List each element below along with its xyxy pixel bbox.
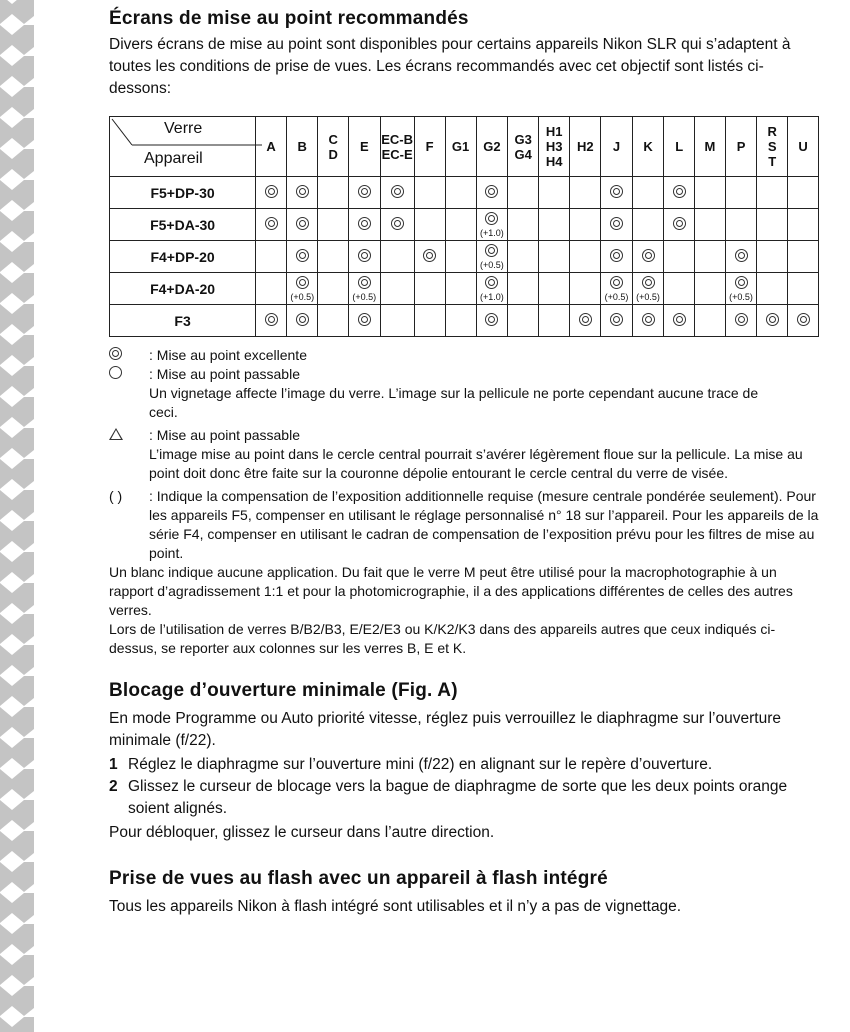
table-cell <box>349 209 381 241</box>
table-cell <box>601 177 633 209</box>
table-cell <box>664 305 695 337</box>
table-cell <box>725 273 757 305</box>
double-circle-icon <box>265 185 278 198</box>
table-cell <box>632 177 664 209</box>
table-cell <box>539 305 570 337</box>
double-circle-icon <box>265 217 278 230</box>
table-cell <box>508 177 539 209</box>
table-cell <box>380 177 414 209</box>
double-circle-icon <box>673 313 686 326</box>
table-cell <box>286 241 318 273</box>
table-cell <box>788 305 819 337</box>
table-cell <box>476 209 508 241</box>
column-header: P <box>725 117 757 177</box>
table-cell <box>570 209 601 241</box>
camera-label: F4+DA-20 <box>110 273 256 305</box>
document-content <box>109 8 819 918</box>
table-legend <box>109 346 819 563</box>
double-circle-icon <box>109 347 122 360</box>
circle-icon <box>109 366 122 379</box>
table-cell <box>349 241 381 273</box>
column-header: G1 <box>445 117 476 177</box>
table-cell <box>414 177 445 209</box>
table-cell <box>256 273 287 305</box>
double-circle-icon <box>766 313 779 326</box>
section-title-aperture-lock: Blocage d’ouverture minimale (Fig. A) <box>109 680 458 701</box>
double-circle-icon <box>673 185 686 198</box>
double-circle-icon <box>358 217 371 230</box>
table-cell <box>256 209 287 241</box>
exposure-compensation: (+0.5) <box>729 291 753 302</box>
double-circle-icon <box>358 276 371 289</box>
table-cell <box>601 273 633 305</box>
double-circle-icon <box>485 276 498 289</box>
legend-item-excellent: : Mise au point excellente <box>109 346 819 365</box>
table-cell <box>695 209 726 241</box>
table-cell <box>788 273 819 305</box>
table-cell <box>757 209 788 241</box>
column-header: C D <box>318 117 349 177</box>
table-cell <box>725 305 757 337</box>
table-row <box>110 177 819 209</box>
double-circle-icon <box>358 313 371 326</box>
double-circle-icon <box>358 249 371 262</box>
table-cell <box>445 177 476 209</box>
table-cell <box>256 177 287 209</box>
aperture-unlock-text: Pour débloquer, glissez le curseur dans l’autre direction. <box>109 824 495 841</box>
table-cell <box>664 177 695 209</box>
table-cell <box>318 305 349 337</box>
table-cell <box>632 241 664 273</box>
table-cell <box>570 241 601 273</box>
table-cell <box>725 209 757 241</box>
table-row <box>110 241 819 273</box>
double-circle-icon <box>296 276 309 289</box>
page-edge-chevron-border <box>0 0 38 1032</box>
table-cell <box>788 241 819 273</box>
table-cell <box>664 209 695 241</box>
table-cell <box>725 241 757 273</box>
table-cell <box>757 177 788 209</box>
table-cell <box>601 241 633 273</box>
section-title-flash: Prise de vues au flash avec un appareil à flash intégré <box>109 868 608 889</box>
double-circle-icon <box>797 313 810 326</box>
table-cell <box>632 209 664 241</box>
column-header: EC-B EC-E <box>380 117 414 177</box>
table-cell <box>476 273 508 305</box>
double-circle-icon <box>485 244 498 257</box>
exposure-compensation: (+0.5) <box>352 291 377 302</box>
table-cell <box>632 273 664 305</box>
camera-label: F4+DP-20 <box>110 241 256 273</box>
table-cell <box>788 177 819 209</box>
table-cell <box>508 241 539 273</box>
step-item: 1 Réglez le diaphragme sur l’ouverture mini (f/22) en alignant sur le repère d’ouverture. <box>109 756 713 773</box>
table-cell <box>380 241 414 273</box>
column-header: R S T <box>757 117 788 177</box>
table-cell <box>318 241 349 273</box>
table-cell <box>508 305 539 337</box>
table-cell <box>570 177 601 209</box>
table-cell <box>476 241 508 273</box>
table-body <box>110 177 819 337</box>
double-circle-icon <box>735 276 748 289</box>
double-circle-icon <box>642 313 655 326</box>
table-row <box>110 209 819 241</box>
column-header: U <box>788 117 819 177</box>
double-circle-icon <box>296 185 309 198</box>
table-cell <box>286 209 318 241</box>
table-cell <box>380 273 414 305</box>
double-circle-icon <box>610 185 623 198</box>
table-cell <box>695 305 726 337</box>
camera-label: F3 <box>110 305 256 337</box>
table-cell <box>695 177 726 209</box>
table-cell <box>757 305 788 337</box>
table-cell <box>286 177 318 209</box>
double-circle-icon <box>610 249 623 262</box>
double-circle-icon <box>642 276 655 289</box>
table-cell <box>380 209 414 241</box>
column-header: A <box>256 117 287 177</box>
column-header: L <box>664 117 695 177</box>
table-cell <box>445 241 476 273</box>
note-other-screens: Lors de l’utilisation de verres B/B2/B3, E/E2/E3 ou K/K2/K3 dans des appareils autres que ceux indiqués ci-dessus, se reporter aux colonnes sur les verres B, E et K. <box>109 621 776 656</box>
double-circle-icon <box>610 276 623 289</box>
table-cell <box>539 273 570 305</box>
table-cell <box>318 177 349 209</box>
double-circle-icon <box>391 217 404 230</box>
legend-item-parentheses: ( ) : Indique la compensation de l’exposition additionnelle requise (mesure centrale pondérée seulement). Pour les appareils F5, compenser en utilisant le réglage personnalisé n° 18 sur l’appareil. Pour les appareils de la série F4, compenser en utilisant le cadran de compensation de l’exposition prévu pour les filtres de mise au point. <box>109 488 819 561</box>
column-header: B <box>286 117 318 177</box>
table-cell <box>445 273 476 305</box>
legend-note-triangle: L’image mise au point dans le cercle central pourrait s’avérer légèrement floue sur la pellicule. La mise au point doit donc être faite sur la couronne dépolie entourant le cercle central du verre de visée. <box>149 446 803 481</box>
double-circle-icon <box>579 313 592 326</box>
table-cell <box>664 273 695 305</box>
table-cell <box>349 273 381 305</box>
table-corner-header <box>110 117 256 177</box>
column-header: H1 H3 H4 <box>539 117 570 177</box>
table-cell <box>695 241 726 273</box>
triangle-icon <box>109 428 123 440</box>
column-header: G3 G4 <box>508 117 539 177</box>
table-cell <box>349 177 381 209</box>
table-cell <box>695 273 726 305</box>
table-cell <box>445 209 476 241</box>
camera-label: F5+DA-30 <box>110 209 256 241</box>
flash-text: Tous les appareils Nikon à flash intégré sont utilisables et il n’y a pas de vignettage. <box>109 898 682 915</box>
double-circle-icon <box>485 185 498 198</box>
double-circle-icon <box>296 313 309 326</box>
exposure-compensation: (+0.5) <box>604 291 629 302</box>
note-blank: Un blanc indique aucune application. Du fait que le verre M peut être utilisé pour la macrophotographie à un rapport d’agradissement 1:1 et pour la photomicrographie, il a des applications différentes de celles des autres verres. <box>109 564 793 618</box>
legend-item-passable-triangle: : Mise au point passable <box>109 426 819 445</box>
focusing-screen-table <box>109 116 819 337</box>
double-circle-icon <box>423 249 436 262</box>
double-circle-icon <box>358 185 371 198</box>
corner-label-appareil: Appareil <box>144 150 203 167</box>
table-cell <box>414 273 445 305</box>
table-cell <box>414 305 445 337</box>
double-circle-icon <box>296 249 309 262</box>
column-header: F <box>414 117 445 177</box>
table-cell <box>601 209 633 241</box>
table-cell <box>349 305 381 337</box>
table-cell <box>757 273 788 305</box>
exposure-compensation: (+1.0) <box>480 227 504 238</box>
focusing-screens-intro: Divers écrans de mise au point sont disponibles pour certains appareils Nikon SLR qui s’adaptent à toutes les conditions de prise de vues. Les écrans recommandés avec cet objectif sont listés ci-dessons: <box>109 36 791 97</box>
legend-note-circle: Un vignetage affecte l’image du verre. L’image sur la pellicule ne porte cependant aucune trace de ceci. <box>149 385 759 420</box>
section-title-focusing-screens: Écrans de mise au point recommandés <box>109 8 469 29</box>
table-cell <box>757 241 788 273</box>
table-cell <box>539 209 570 241</box>
double-circle-icon <box>485 313 498 326</box>
column-header: K <box>632 117 664 177</box>
table-cell <box>539 241 570 273</box>
exposure-compensation: (+1.0) <box>480 291 504 302</box>
table-cell <box>414 209 445 241</box>
table-cell <box>601 305 633 337</box>
exposure-compensation: (+0.5) <box>636 291 660 302</box>
double-circle-icon <box>296 217 309 230</box>
table-cell <box>476 177 508 209</box>
camera-label: F5+DP-30 <box>110 177 256 209</box>
double-circle-icon <box>673 217 686 230</box>
double-circle-icon <box>610 217 623 230</box>
table-cell <box>445 305 476 337</box>
double-circle-icon <box>735 313 748 326</box>
exposure-compensation: (+0.5) <box>480 259 504 270</box>
column-header: M <box>695 117 726 177</box>
table-cell <box>570 305 601 337</box>
table-cell <box>414 241 445 273</box>
table-cell <box>570 273 601 305</box>
column-header: J <box>601 117 633 177</box>
legend-item-passable-circle: : Mise au point passable <box>109 365 819 384</box>
table-cell <box>256 241 287 273</box>
table-cell <box>318 273 349 305</box>
table-cell <box>256 305 287 337</box>
table-cell <box>508 209 539 241</box>
exposure-compensation: (+0.5) <box>290 291 315 302</box>
table-cell <box>286 305 318 337</box>
column-header: E <box>349 117 381 177</box>
corner-label-verre: Verre <box>164 120 203 137</box>
step-item: 2 Glissez le curseur de blocage vers la bague de diaphragme de sorte que les deux points orange soient alignés. <box>109 778 788 817</box>
table-row <box>110 305 819 337</box>
double-circle-icon <box>265 313 278 326</box>
table-cell <box>380 305 414 337</box>
double-circle-icon <box>735 249 748 262</box>
table-cell <box>286 273 318 305</box>
table-cell <box>788 209 819 241</box>
table-cell <box>632 305 664 337</box>
table-cell <box>664 241 695 273</box>
parentheses-symbol: ( ) <box>109 488 123 504</box>
aperture-lock-steps <box>109 754 819 820</box>
double-circle-icon <box>610 313 623 326</box>
table-header-row <box>110 117 819 177</box>
double-circle-icon <box>391 185 404 198</box>
table-cell <box>539 177 570 209</box>
double-circle-icon <box>485 212 498 225</box>
column-header: G2 <box>476 117 508 177</box>
table-cell <box>508 273 539 305</box>
double-circle-icon <box>642 249 655 262</box>
column-header: H2 <box>570 117 601 177</box>
table-cell <box>725 177 757 209</box>
aperture-lock-intro: En mode Programme ou Auto priorité vitesse, réglez puis verrouillez le diaphragme sur l’ouverture minimale (f/22). <box>109 710 781 749</box>
table-cell <box>476 305 508 337</box>
table-cell <box>318 209 349 241</box>
table-row <box>110 273 819 305</box>
